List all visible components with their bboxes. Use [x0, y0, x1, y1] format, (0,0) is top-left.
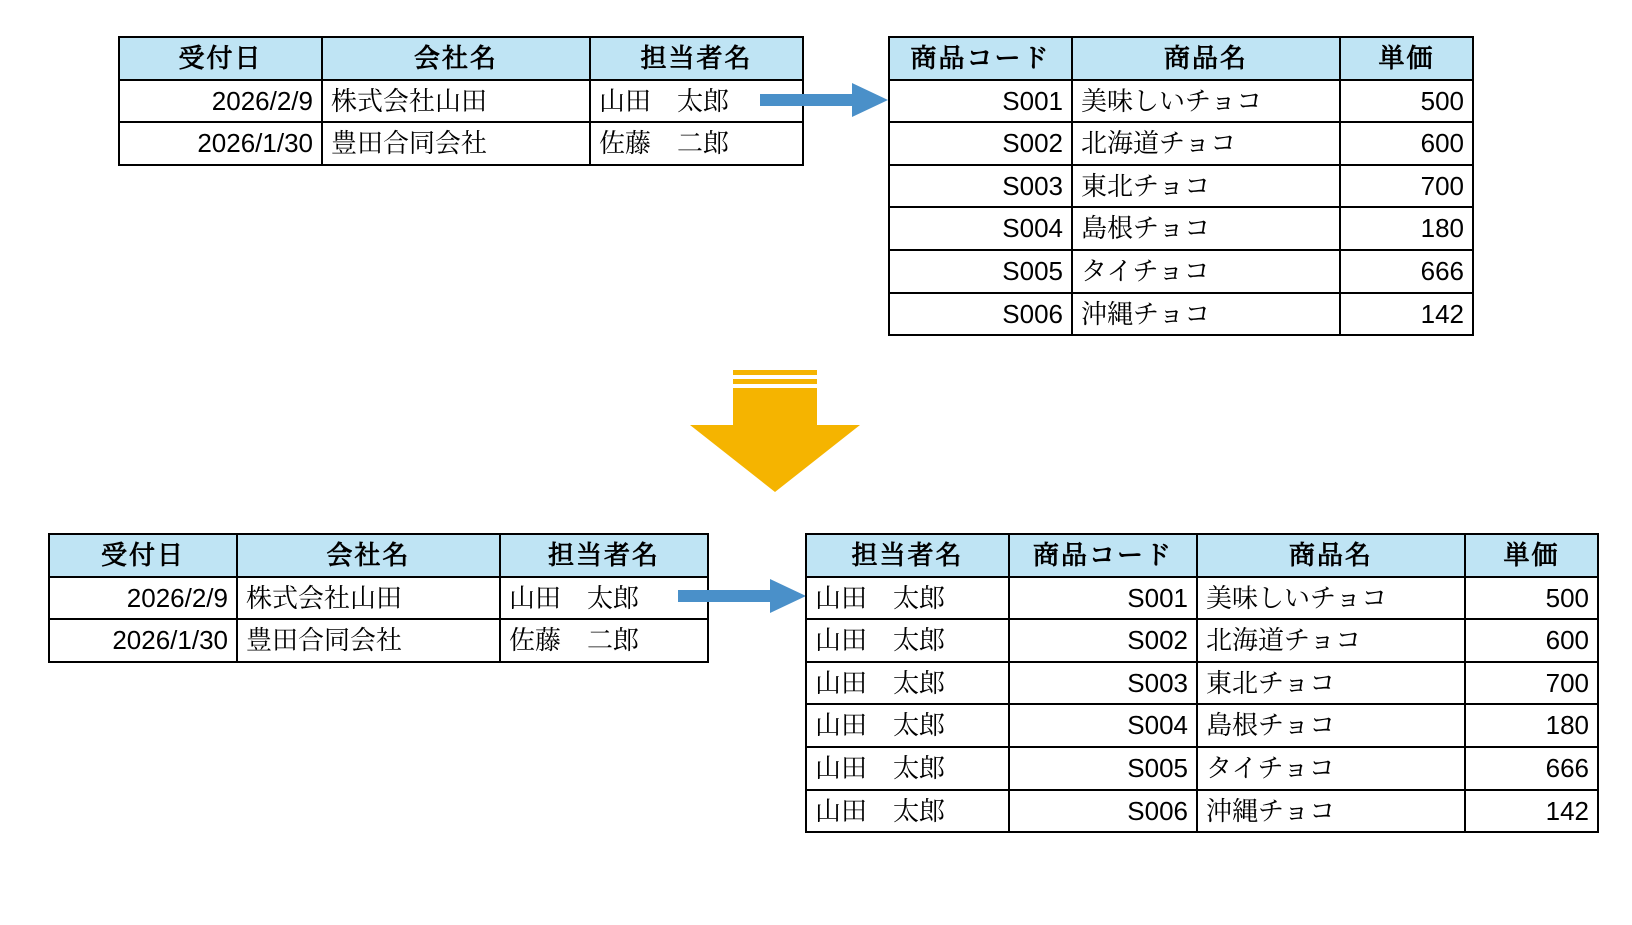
cell-product-name: 沖縄チョコ [1197, 790, 1465, 833]
cell-reception-date: 2026/2/9 [119, 80, 322, 123]
cell-product-code: S003 [1009, 662, 1197, 705]
arrow-down-icon [690, 370, 860, 500]
column-header-person-name: 担当者名 [806, 534, 1009, 577]
column-header-person-name: 担当者名 [500, 534, 708, 577]
cell-reception-date: 2026/2/9 [49, 577, 237, 620]
cell-unit-price: 500 [1465, 577, 1598, 620]
cell-company-name: 株式会社山田 [237, 577, 500, 620]
cell-unit-price: 700 [1465, 662, 1598, 705]
cell-unit-price: 600 [1340, 122, 1473, 165]
cell-product-code: S004 [1009, 704, 1197, 747]
cell-product-code: S006 [1009, 790, 1197, 833]
cell-product-code: S002 [1009, 619, 1197, 662]
table-row [806, 747, 1598, 790]
cell-person-name: 山田 太郎 [806, 790, 1009, 833]
cell-unit-price: 600 [1465, 619, 1598, 662]
table-row [806, 619, 1598, 662]
column-header-product-code: 商品コード [889, 37, 1072, 80]
table-row [889, 165, 1473, 208]
cell-product-code: S005 [1009, 747, 1197, 790]
cell-reception-date: 2026/1/30 [119, 122, 322, 165]
table-header-row [119, 37, 803, 80]
column-header-unit-price: 単価 [1340, 37, 1473, 80]
table-row [49, 619, 708, 662]
cell-product-code: S001 [889, 80, 1072, 123]
column-header-product-code: 商品コード [1009, 534, 1197, 577]
cell-person-name: 山田 太郎 [500, 577, 708, 620]
table-row [889, 250, 1473, 293]
cell-product-code: S006 [889, 293, 1072, 336]
cell-product-code: S003 [889, 165, 1072, 208]
table-row [806, 577, 1598, 620]
table-header-row [889, 37, 1473, 80]
cell-product-name: 美味しいチョコ [1072, 80, 1340, 123]
cell-company-name: 豊田合同会社 [322, 122, 590, 165]
table-header-row [49, 534, 708, 577]
cell-person-name: 佐藤 二郎 [500, 619, 708, 662]
cell-product-name: タイチョコ [1197, 747, 1465, 790]
table-row [889, 293, 1473, 336]
cell-person-name: 山田 太郎 [806, 662, 1009, 705]
top-left-table [118, 36, 804, 166]
column-header-product-name: 商品名 [1072, 37, 1340, 80]
cell-person-name: 山田 太郎 [806, 619, 1009, 662]
cell-unit-price: 142 [1465, 790, 1598, 833]
cell-product-name: 島根チョコ [1072, 207, 1340, 250]
cell-person-name: 山田 太郎 [806, 747, 1009, 790]
column-header-company-name: 会社名 [322, 37, 590, 80]
cell-person-name: 佐藤 二郎 [590, 122, 803, 165]
column-header-reception-date: 受付日 [49, 534, 237, 577]
cell-person-name: 山田 太郎 [806, 704, 1009, 747]
column-header-unit-price: 単価 [1465, 534, 1598, 577]
table-row [119, 122, 803, 165]
table-row [806, 704, 1598, 747]
column-header-product-name: 商品名 [1197, 534, 1465, 577]
table-row [889, 207, 1473, 250]
top-right-table [888, 36, 1474, 336]
cell-company-name: 豊田合同会社 [237, 619, 500, 662]
table-row [806, 662, 1598, 705]
arrow-right-icon [678, 576, 808, 621]
table-row [49, 577, 708, 620]
column-header-company-name: 会社名 [237, 534, 500, 577]
cell-product-code: S001 [1009, 577, 1197, 620]
table-row [889, 80, 1473, 123]
table-row [806, 790, 1598, 833]
cell-product-name: 東北チョコ [1072, 165, 1340, 208]
cell-product-code: S004 [889, 207, 1072, 250]
column-header-reception-date: 受付日 [119, 37, 322, 80]
bottom-left-table [48, 533, 709, 663]
cell-product-name: 北海道チョコ [1197, 619, 1465, 662]
cell-product-name: 美味しいチョコ [1197, 577, 1465, 620]
cell-unit-price: 666 [1465, 747, 1598, 790]
table-row [889, 122, 1473, 165]
cell-product-name: タイチョコ [1072, 250, 1340, 293]
cell-reception-date: 2026/1/30 [49, 619, 237, 662]
table-row [119, 80, 803, 123]
cell-unit-price: 180 [1340, 207, 1473, 250]
cell-person-name: 山田 太郎 [806, 577, 1009, 620]
table-header-row [806, 534, 1598, 577]
cell-unit-price: 700 [1340, 165, 1473, 208]
cell-unit-price: 142 [1340, 293, 1473, 336]
cell-unit-price: 666 [1340, 250, 1473, 293]
cell-product-name: 沖縄チョコ [1072, 293, 1340, 336]
arrow-right-icon [760, 80, 890, 125]
bottom-right-table [805, 533, 1599, 833]
cell-unit-price: 180 [1465, 704, 1598, 747]
cell-product-name: 東北チョコ [1197, 662, 1465, 705]
cell-product-code: S005 [889, 250, 1072, 293]
cell-person-name: 山田 太郎 [590, 80, 803, 123]
cell-product-name: 島根チョコ [1197, 704, 1465, 747]
cell-product-code: S002 [889, 122, 1072, 165]
cell-product-name: 北海道チョコ [1072, 122, 1340, 165]
cell-unit-price: 500 [1340, 80, 1473, 123]
column-header-person-name: 担当者名 [590, 37, 803, 80]
cell-company-name: 株式会社山田 [322, 80, 590, 123]
